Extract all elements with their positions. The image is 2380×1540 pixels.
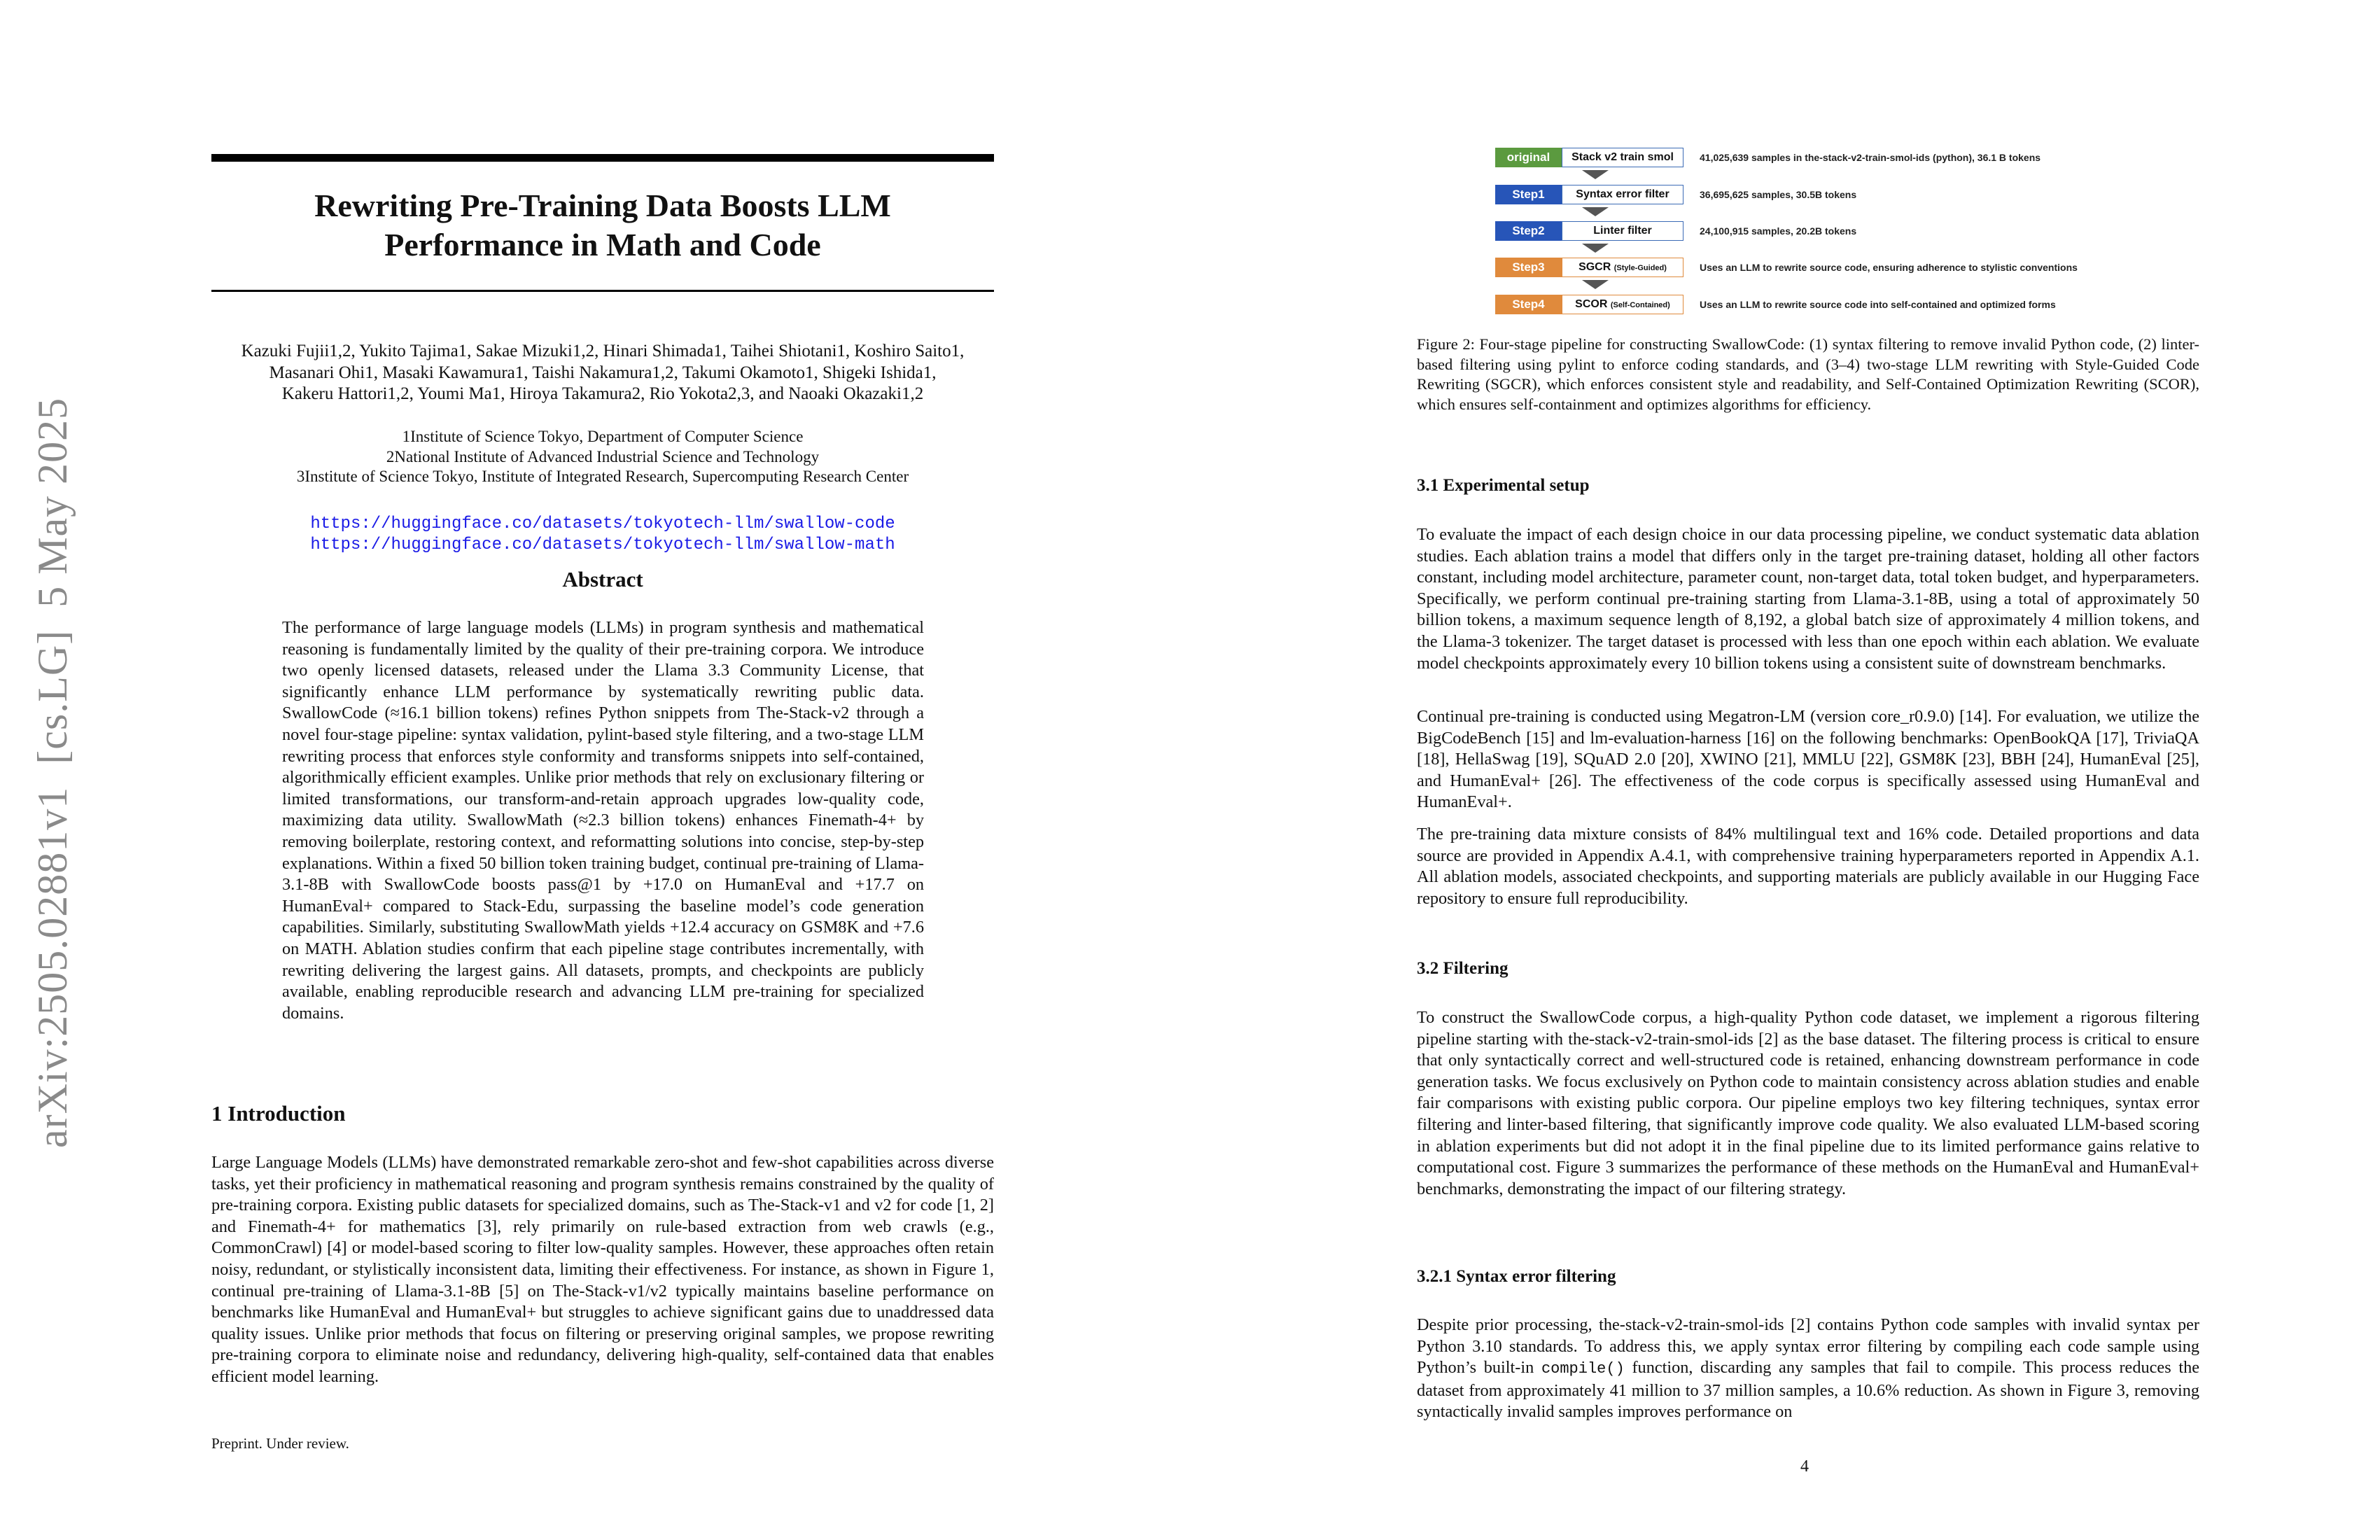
author-list (211, 341, 994, 405)
authors-line-1: Kazuki Fujii1,2, Yukito Tajima1, Sakae Mizuki1,2, Hinari Shimada1, Taihei Shiotani1, Koshiro Saito1, (241, 342, 965, 360)
section-3-1-paragraph-2: Continual pre-training is conducted using Megatron-LM (version core_r0.9.0) [14]. For evaluation, we utilize the BigCodeBench [15] and lm-evaluation-harness [16] on the following benchmarks: OpenBookQA [17], TriviaQA [18], HellaSwag [19], SQuAD 2.0 [20], XWINO [21], MMLU [22], GSM8K [23], BBH [24], HumanEval [25], and HumanEval+ [26]. The effectiveness of the code corpus is specifically assessed using HumanEval and HumanEval+. (1417, 707, 2199, 812)
section-3-2-heading: 3.2 Filtering (1417, 959, 1508, 978)
swallow-math-link[interactable]: https://huggingface.co/datasets/tokyotech-llm/swallow-math (310, 536, 895, 554)
swallow-code-link[interactable]: https://huggingface.co/datasets/tokyotech-llm/swallow-code (310, 514, 895, 533)
title-top-rule (211, 154, 994, 162)
pipeline-stage-description: 36,695,625 samples, 30.5B tokens (1700, 189, 1857, 200)
pipeline-arrow-icon (1582, 207, 1609, 216)
pipeline-stage-description: Uses an LLM to rewrite source code into self-contained and optimized forms (1700, 299, 2056, 310)
pipeline-tag: Step4 (1495, 295, 1562, 314)
paper-title (211, 186, 994, 265)
abstract-heading: Abstract (562, 567, 643, 592)
section-3-2-1-heading: 3.2.1 Syntax error filtering (1417, 1267, 1616, 1286)
pipeline-tag: Step1 (1495, 185, 1562, 204)
authors-line-2: Masanari Ohi1, Masaki Kawamura1, Taishi Nakamura1,2, Takumi Okamoto1, Shigeki Ishida1, (269, 363, 937, 382)
page-number: 4 (1800, 1457, 1809, 1476)
paragraph-text: Despite prior processing, the-stack-v2-train-smol-ids [2] contains Python code samples with invalid syntax per Python 3.10 standards. To address this, we apply syntax error filtering by compiling each code sample using Python’s built-in (1417, 1315, 2199, 1378)
pipeline-arrow-icon (1582, 280, 1609, 289)
inline-code: compile() (1541, 1360, 1625, 1378)
pipeline-stage-box: Syntax error filter (1562, 185, 1684, 204)
pipeline-stage-description: 24,100,915 samples, 20.2B tokens (1700, 225, 1857, 237)
affiliation-1: 1Institute of Science Tokyo, Department of Computer Science (402, 428, 804, 445)
paragraph-text: function, discarding any samples that fail to compile. This process reduces the dataset from approximately 41 million to 37 million samples, a 10.6% reduction. As shown in Figure 3, removing syntactically invalid samples improves performance on (1417, 1358, 2199, 1422)
title-line-2: Performance in Math and Code (384, 227, 821, 262)
affiliations (211, 427, 994, 487)
arxiv-identifier: arXiv:2505.02881v1 [cs.LG] 5 May 2025 (29, 397, 76, 1148)
pipeline-stage-box: Stack v2 train smol (1562, 148, 1684, 167)
pipeline-tag: original (1495, 148, 1562, 167)
section-3-1-paragraph-3: The pre-training data mixture consists of 84% multilingual text and 16% code. Detailed proportions and data source are provided in Appendix A.4.1, with comprehensive training hyperparameters reported in Appendix A.1. All ablation models, associated checkpoints, and supporting materials are publicly available in our Hugging Face repository to ensure full reproducibility. (1417, 825, 2199, 908)
introduction-body: Large Language Models (LLMs) have demonstrated remarkable zero-shot and few-shot capabilities across diverse tasks, yet their proficiency in mathematical reasoning and program synthesis remains constrained by the quality of pre-training corpora. Existing public datasets for specialized domains, such as The-Stack-v1 and v2 for code [1, 2] and Finemath-4+ for mathematics [3], rely primarily on rule-based extraction from web crawls (e.g., CommonCrawl) [4] or model-based scoring to filter low-quality samples. However, these approaches often retain noisy, redundant, or stylistically inconsistent data, limiting their effectiveness. For instance, as shown in Figure 1, continual pre-training of Llama-3.1-8B [5] on The-Stack-v1/v2 typically maintains baseline performance on benchmarks like HumanEval and HumanEval+ but struggles to achieve significant gains due to unaddressed data quality issues. Unlike prior methods that focus on filtering or preserving original samples, we propose rewriting pre-training corpora to eliminate noise and redundancy, delivering high-quality, self-contained data that enables efficient model learning. (211, 1153, 994, 1386)
title-line-1: Rewriting Pre-Training Data Boosts LLM (314, 188, 891, 223)
section-3-2-1-paragraph-1 (1417, 1315, 2199, 1423)
pipeline-stage-box: SGCR (Style-Guided) (1562, 258, 1684, 277)
abstract-body: The performance of large language models (LLMs) in program synthesis and mathematical reasoning is fundamentally limited by the quality of their pre-training corpora. We introduce two openly licensed datasets, released under the Llama 3.3 Community License, that significantly enhance LLM performance by systematically rewriting public data. SwallowCode (≈16.1 billion tokens) refines Python snippets from The-Stack-v2 through a novel four-stage pipeline: syntax validation, pylint-based style filtering, and a two-stage LLM rewriting process that enforces style conformity and transforms snippets into self-contained, algorithmically efficient examples. Unlike prior methods that rely on exclusionary filtering or limited transformations, our transform-and-retain approach upgrades low-quality code, maximizing data utility. SwallowMath (≈2.3 billion tokens) enhances Finemath-4+ by removing boilerplate, restoring context, and reformatting solutions into concise, step-by-step explanations. Within a fixed 50 billion token training budget, continual pre-training of Llama-3.1-8B with SwallowCode boosts pass@1 by +17.0 on HumanEval and +17.7 on HumanEval+ compared to Stack-Edu, surpassing the baseline model’s code generation capabilities. Similarly, substituting SwallowMath yields +12.4 accuracy on GSM8K and +7.6 on MATH. Ablation studies confirm that each pipeline stage contributes incrementally, with rewriting delivering the largest gains. All datasets, prompts, and checkpoints are publicly available, enabling reproducible research and advancing LLM pre-training for specialized domains. (282, 618, 924, 1023)
pipeline-stage-box: Linter filter (1562, 221, 1684, 241)
authors-line-3: Kakeru Hattori1,2, Youmi Ma1, Hiroya Takamura2, Rio Yokota2,3, and Naoaki Okazaki1,2 (281, 384, 924, 403)
pipeline-stage-description: Uses an LLM to rewrite source code, ensuring adherence to stylistic conventions (1700, 262, 2078, 273)
pipeline-stage-description: 41,025,639 samples in the-stack-v2-train-smol-ids (python), 36.1 B tokens (1700, 152, 2041, 163)
section-3-1-heading: 3.1 Experimental setup (1417, 476, 1590, 495)
pipeline-tag: Step3 (1495, 258, 1562, 277)
introduction-heading: 1 Introduction (211, 1101, 346, 1126)
pipeline-arrow-icon (1582, 170, 1609, 179)
section-3-1-paragraph-1: To evaluate the impact of each design choice in our data processing pipeline, we conduct systematic data ablation studies. Each ablation trains a model that differs only in the target pre-training dataset, holding all other factors constant, including model architecture, parameter count, non-target data, total token budget, and hyperparameters. Specifically, we perform continual pre-training starting from Llama-3.1-8B, using a total of approximately 50 billion tokens, a maximum sequence length of 8,192, a global batch size of approximately 4 million tokens, and the Llama-3 tokenizer. The target dataset is processed with less than one epoch within each ablation. We evaluate model checkpoints approximately every 10 billion tokens using a consistent suite of downstream benchmarks. (1417, 525, 2199, 673)
affiliation-2: 2National Institute of Advanced Industrial Science and Technology (386, 447, 820, 465)
dataset-links (211, 514, 994, 556)
pipeline-stage-box: SCOR (Self-Contained) (1562, 295, 1684, 314)
affiliation-3: 3Institute of Science Tokyo, Institute of Integrated Research, Supercomputing Research Center (296, 468, 909, 485)
figure-2-caption: Figure 2: Four-stage pipeline for constructing SwallowCode: (1) syntax filtering to remove invalid Python code, (2) linter-based filtering using pylint to enforce coding standards, and (3–4) two-stage LLM rewriting with Style-Guided Code Rewriting (SGCR), which enforces consistent style and readability, and Self-Contained Optimization Rewriting (SCOR), which ensures self-containment and optimizes algorithms for efficiency. (1417, 335, 2199, 413)
preprint-footer: Preprint. Under review. (211, 1435, 349, 1452)
title-bottom-rule (211, 290, 994, 292)
section-3-2-paragraph-1: To construct the SwallowCode corpus, a high-quality Python code dataset, we implement a rigorous filtering pipeline starting with the-stack-v2-train-smol-ids [2] as the base dataset. The filtering process is critical to ensure that only syntactically correct and well-structured code is retained, enhancing downstream performance in code generation tasks. We focus exclusively on Python code to maintain consistency across ablation studies and enable fair comparisons with existing public corpora. Our pipeline employs two key filtering techniques, syntax error filtering and linter-based filtering, that significantly improve code quality. We also evaluated LLM-based scoring in ablation experiments but did not adopt it in the final pipeline due to its limited performance gains relative to computational cost. Figure 3 summarizes the performance of these methods on the HumanEval and HumanEval+ benchmarks, demonstrating the impact of our filtering strategy. (1417, 1008, 2199, 1198)
pipeline-tag: Step2 (1495, 221, 1562, 241)
pipeline-arrow-icon (1582, 244, 1609, 253)
